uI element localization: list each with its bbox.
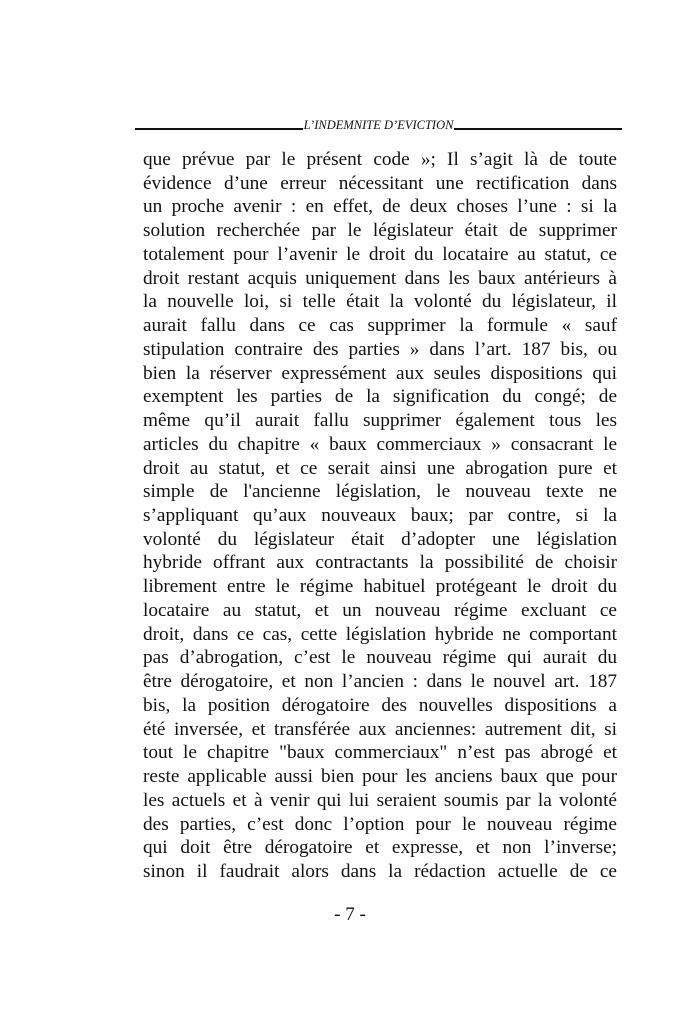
text-line: droit, dans ce cas, cette législation hybride ne comportant — [143, 623, 617, 645]
text-line: stipulation contraire des parties » dans l’art. 187 bis, ou — [143, 338, 617, 360]
header-rule-right — [454, 128, 622, 130]
text-line: articles du chapitre « baux commerciaux » consacrant le — [143, 433, 617, 455]
text-line: un proche avenir : en effet, de deux choses l’une : si la — [143, 196, 617, 218]
text-line: même qu’il aurait fallu supprimer également tous les — [143, 410, 617, 432]
body-text — [143, 148, 617, 884]
page-number: - 7 - — [334, 904, 366, 925]
text-line: été inversée, et transférée aux anciennes: autrement dit, si — [143, 718, 617, 740]
text-line: volonté du législateur était d’adopter une législation — [143, 528, 617, 550]
text-line: hybride offrant aux contractants la possibilité de choisir — [143, 552, 617, 574]
text-line: bis, la position dérogatoire des nouvelles dispositions a — [143, 694, 617, 716]
text-line: droit restant acquis uniquement dans les baux antérieurs à — [143, 267, 617, 289]
text-line: reste applicable aussi bien pour les anciens baux que pour — [143, 766, 617, 788]
text-line: bien la réserver expressément aux seules dispositions qui — [143, 362, 617, 384]
text-line: locataire au statut, et un nouveau régime excluant ce — [143, 599, 617, 621]
text-line: évidence d’une erreur nécessitant une rectification dans — [143, 172, 617, 194]
text-line: droit au statut, et ce serait ainsi une abrogation pure et — [143, 457, 617, 479]
text-line: la nouvelle loi, si telle était la volonté du législateur, il — [143, 291, 617, 313]
text-line: solution recherchée par le législateur était de supprimer — [143, 220, 617, 242]
header-rule-left — [135, 128, 303, 130]
text-line: simple de l'ancienne législation, le nouveau texte ne — [143, 481, 617, 503]
text-line: être dérogatoire, et non l’ancien : dans le nouvel art. 187 — [143, 671, 617, 693]
text-line: librement entre le régime habituel protégeant le droit du — [143, 576, 617, 598]
text-line: qui doit être dérogatoire et expresse, et non l’inverse; — [143, 837, 617, 859]
text-line: exemptent les parties de la signification du congé; de — [143, 386, 617, 408]
text-line: les actuels et à venir qui lui seraient soumis par la volonté — [143, 789, 617, 811]
text-line: que prévue par le présent code »; Il s’agit là de toute — [143, 149, 617, 170]
text-line: pas d’abrogation, c’est le nouveau régime qui aurait du — [143, 647, 617, 669]
text-line: des parties, c’est donc l’option pour le nouveau régime — [143, 813, 617, 835]
running-header — [135, 112, 622, 132]
text-line: s’appliquant qu’aux nouveaux baux; par contre, si la — [143, 505, 617, 527]
text-line: aurait fallu dans ce cas supprimer la formule « sauf — [143, 315, 617, 337]
text-line: totalement pour l’avenir le droit du locataire au statut, ce — [143, 243, 617, 265]
running-header-title: L’INDEMNITE D’EVICTION — [303, 118, 454, 132]
text-line: sinon il faudrait alors dans la rédaction actuelle de ce — [143, 861, 617, 883]
text-line: tout le chapitre "baux commerciaux" n’est pas abrogé et — [143, 742, 617, 764]
